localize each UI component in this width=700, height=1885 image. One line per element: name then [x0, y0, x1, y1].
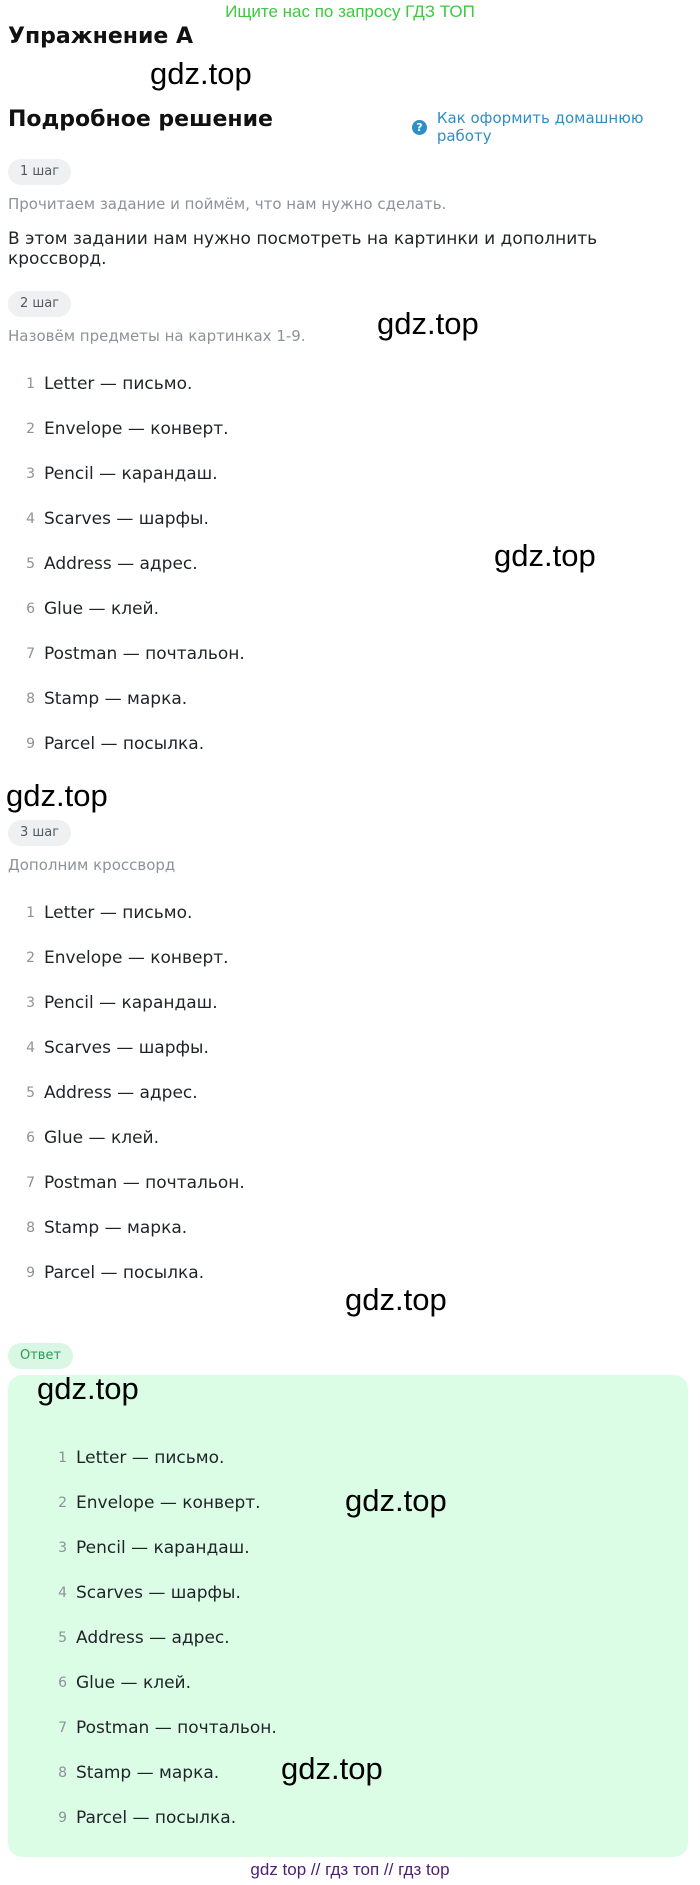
search-banner: Ищите нас по запросу ГДЗ ТОП [225, 2, 475, 21]
watermark: gdz.top [377, 306, 479, 341]
watermark: gdz.top [494, 538, 596, 573]
step-3-hint: Дополним кроссворд [8, 856, 176, 874]
step-1-hint: Прочитаем задание и поймём, что нам нужно сделать. [8, 195, 447, 213]
list-item: 7 Postman — почтальон. [58, 1717, 277, 1738]
step-1-badge: 1 шаг [8, 159, 71, 185]
step-2-list [0, 361, 245, 766]
list-item: 5 Address — адрес. [26, 1082, 198, 1103]
list-item: 1 Letter — письмо. [26, 373, 193, 394]
watermark: gdz.top [150, 56, 252, 91]
watermark: gdz.top [345, 1483, 447, 1518]
watermark: gdz.top [37, 1371, 139, 1406]
list-item: 3 Pencil — карандаш. [26, 463, 218, 484]
list-item: 2 Envelope — конверт. [26, 947, 229, 968]
question-icon: ? [412, 120, 427, 135]
list-item: 6 Glue — клей. [26, 1127, 159, 1148]
list-item: 4 Scarves — шарфы. [58, 1582, 241, 1603]
list-item: 3 Pencil — карандаш. [26, 992, 218, 1013]
watermark: gdz.top [6, 778, 108, 813]
list-item: 6 Glue — клей. [58, 1672, 191, 1693]
list-item: 6 Glue — клей. [26, 598, 159, 619]
list-item: 8 Stamp — марка. [26, 1217, 188, 1238]
list-item: 2 Envelope — конверт. [26, 418, 229, 439]
list-item: 9 Parcel — посылка. [58, 1807, 237, 1828]
howto-link[interactable] [412, 109, 700, 145]
answer-list [8, 1435, 277, 1840]
list-item: 8 Stamp — марка. [26, 688, 188, 709]
list-item: 2 Envelope — конверт. [58, 1492, 261, 1513]
answer-badge: Ответ [8, 1343, 73, 1369]
list-item: 9 Parcel — посылка. [26, 1262, 205, 1283]
howto-link-label: Как оформить домашнюю работу [436, 109, 644, 145]
list-item: 9 Parcel — посылка. [26, 733, 205, 754]
solution-title: Подробное решение [8, 107, 273, 132]
list-item: 4 Scarves — шарфы. [26, 1037, 209, 1058]
list-item: 8 Stamp — марка. [58, 1762, 220, 1783]
step-2-hint: Назовём предметы на картинках 1-9. [8, 327, 306, 345]
list-item: 3 Pencil — карандаш. [58, 1537, 250, 1558]
watermark: gdz.top [345, 1282, 447, 1317]
footer-links[interactable]: gdz top // гдз топ // гдз top [250, 1860, 450, 1879]
exercise-title: Упражнение A [8, 24, 193, 49]
step-3-badge: 3 шаг [8, 820, 71, 846]
step-1-text: В этом задании нам нужно посмотреть на картинки и дополнить кроссворд. [8, 229, 598, 269]
list-item: 5 Address — адрес. [58, 1627, 230, 1648]
watermark: gdz.top [281, 1751, 383, 1786]
list-item: 7 Postman — почтальон. [26, 643, 245, 664]
list-item: 7 Postman — почтальон. [26, 1172, 245, 1193]
step-3-list [0, 890, 245, 1295]
list-item: 5 Address — адрес. [26, 553, 198, 574]
list-item: 1 Letter — письмо. [26, 902, 193, 923]
list-item: 4 Scarves — шарфы. [26, 508, 209, 529]
list-item: 1 Letter — письмо. [58, 1447, 225, 1468]
step-2-badge: 2 шаг [8, 291, 71, 317]
